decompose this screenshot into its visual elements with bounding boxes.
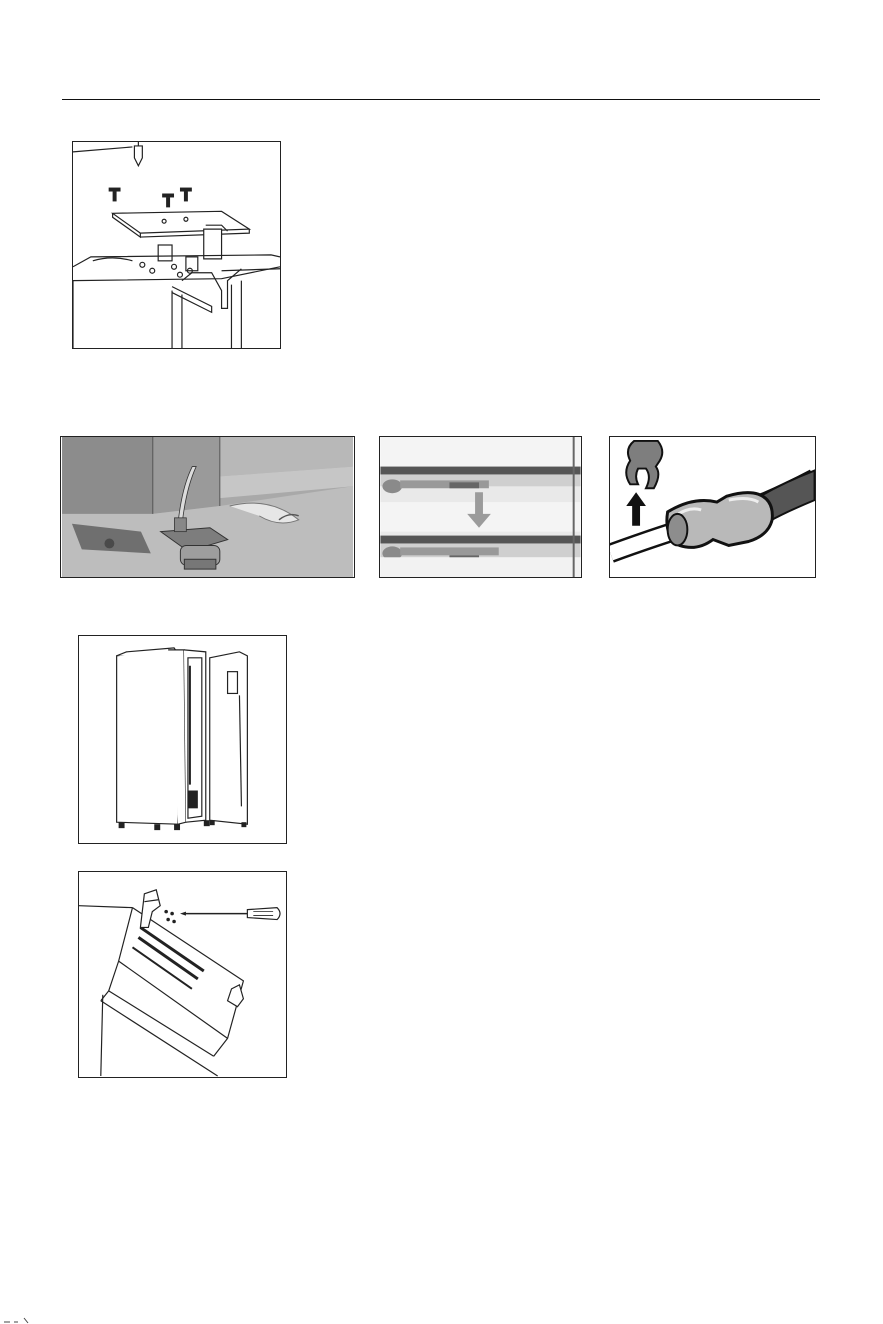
hinge-slide-down-illustration <box>380 437 581 577</box>
door-screws-figure <box>78 871 287 1078</box>
tube-clip-remove-illustration <box>610 437 815 577</box>
fridge-door-open-illustration <box>79 636 286 843</box>
top-hinge-screws-illustration <box>73 142 280 348</box>
tube-clip-figure <box>609 436 816 578</box>
water-tube-at-foot-illustration <box>61 437 354 577</box>
door-screws-screwdriver-illustration <box>79 872 286 1077</box>
fridge-door-open-figure <box>78 635 287 844</box>
header-rule <box>62 99 820 100</box>
scan-mark-icon <box>4 1316 44 1324</box>
water-tube-foot-figure <box>60 436 355 578</box>
hinge-slide-figure <box>379 436 582 578</box>
top-hinge-figure <box>72 141 281 349</box>
